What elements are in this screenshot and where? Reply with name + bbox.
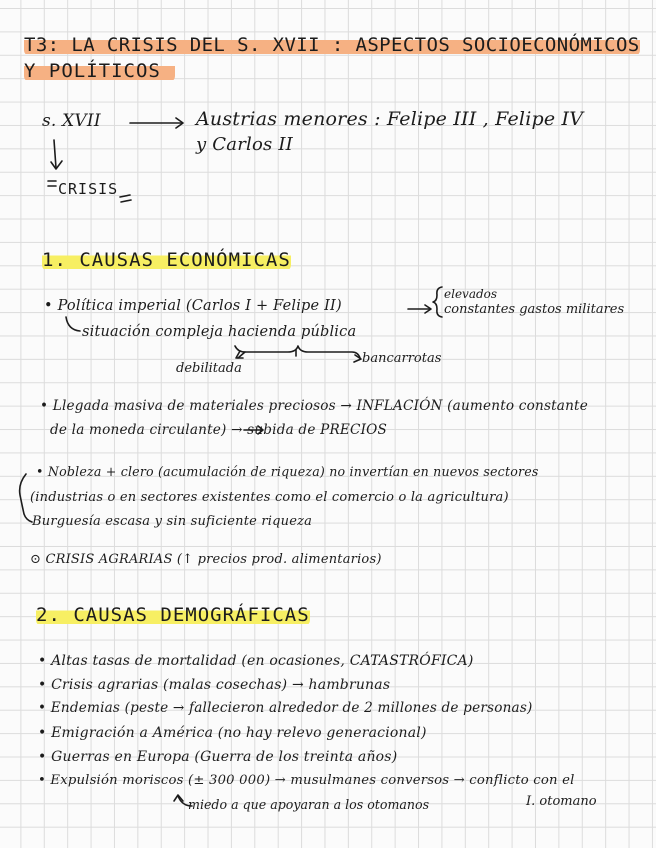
arrow-down-icon <box>54 140 56 168</box>
list-item: • Guerras en Europa (Guerra de los treinta años) <box>38 749 398 765</box>
century-label: s. XVII <box>42 111 101 131</box>
underbrace-icon <box>235 346 360 358</box>
austrias-line2: y Carlos II <box>196 134 293 155</box>
nobleza-line1: • Nobleza + clero (acumulación de riqueza) no invertían en nuevos sectores <box>36 464 539 479</box>
austrias-line1: Austrias menores : Felipe III , Felipe IV <box>196 108 584 130</box>
list-item: • Expulsión moriscos (± 300 000) → musulmanes conversos → conflicto con el <box>38 773 575 788</box>
elevados-label: elevados <box>444 287 498 301</box>
miedo-line: miedo a que apoyaran a los otomanos <box>188 797 430 812</box>
section2-heading: 2. CAUSAS DEMOGRÁFICAS <box>36 604 310 626</box>
page-title-line2: Y POLÍTICOS <box>24 60 175 82</box>
section1-heading: 1. CAUSAS ECONÓMICAS <box>42 249 291 271</box>
politica-text: Política imperial (Carlos I + Felipe II) <box>57 298 342 314</box>
circle-bullet-icon: ⊙ <box>30 552 42 567</box>
situacion-compleja: situación compleja hacienda pública <box>82 324 357 340</box>
llegada-line1: • Llegada masiva de materiales preciosos → INFLACIÓN (aumento constante <box>40 398 588 414</box>
crisis-agrarias-text: CRISIS AGRARIAS (↑ precios prod. alimentarios) <box>45 552 382 567</box>
llegada-text-1: Llegada masiva de materiales preciosos → INFLACIÓN (aumento constante <box>52 398 588 414</box>
crisis-label: CRISIS <box>58 180 119 198</box>
list-item: • Endemias (peste → fallecieron alrededor de 2 millones de personas) <box>38 700 533 716</box>
hook-arrow-icon <box>66 317 80 331</box>
page-title-line1: T3: LA CRISIS DEL S. XVII : ASPECTOS SOCIOECONÓMICOS <box>24 34 640 56</box>
list-item: • Altas tasas de mortalidad (en ocasiones, CATASTRÓFICA) <box>38 653 474 669</box>
imperio-otomano-label: I. otomano <box>526 794 597 809</box>
nobleza-line2: (industrias o en sectores existentes como el comercio o la agricultura) <box>30 490 509 505</box>
debilitada-label: debilitada <box>176 361 242 376</box>
llegada-line2: de la moneda circulante) → subida de PRECIOS <box>50 422 388 438</box>
list-item: • Emigración a América (no hay relevo generacional) <box>38 725 427 741</box>
constantes-gastos: constantes gastos militares <box>444 302 625 317</box>
bancarrotas-label: bancarrotas <box>362 351 442 366</box>
politica-imperial: • Política imperial (Carlos I + Felipe II) <box>44 298 342 314</box>
brace-icon <box>20 474 32 522</box>
nobleza-text-1: Nobleza + clero (acumulación de riqueza) no invertían en nuevos sectores <box>47 464 539 479</box>
list-item: • Crisis agrarias (malas cosechas) → hambrunas <box>38 677 391 693</box>
nobleza-line3: Burguesía escasa y sin suficiente riqueza <box>32 514 313 529</box>
brace-icon <box>433 287 442 317</box>
